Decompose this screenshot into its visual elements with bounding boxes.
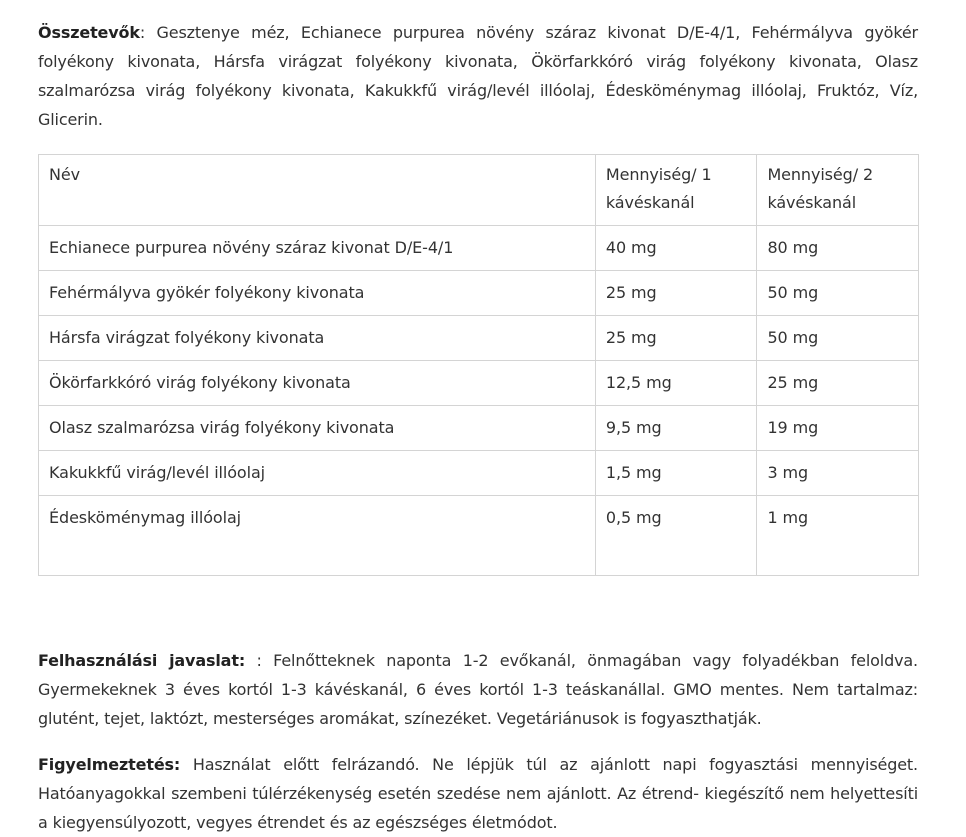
row-qty-1: 12,5 mg <box>595 361 757 406</box>
table-row <box>39 226 919 271</box>
row-qty-2: 80 mg <box>757 226 919 271</box>
usage-text: : Felnőtteknek naponta 1-2 evőkanál, önmagában vagy folyadékban feloldva. Gyermekeknek 3 éves kortól 1-3 kávéskanál, 6 éves kortól 1-3 teáskanállal. GMO mentes. Nem tartalmaz: glutént, tejet, laktózt, mesterséges aromákat, színezéket. Vegetáriánusok is fogyaszthatják. <box>38 651 918 728</box>
table-row <box>39 271 919 316</box>
ingredients-table <box>38 154 919 576</box>
ingredients-paragraph <box>38 18 918 130</box>
product-description <box>38 18 918 837</box>
table-row <box>39 496 919 576</box>
row-qty-2: 3 mg <box>757 451 919 496</box>
row-name: Édesköménymag illóolaj <box>39 496 596 576</box>
warning-label: Figyelmeztetés: <box>38 755 181 774</box>
row-name: Kakukkfű virág/levél illóolaj <box>39 451 596 496</box>
table-row <box>39 361 919 406</box>
row-qty-2: 19 mg <box>757 406 919 451</box>
row-name: Olasz szalmarózsa virág folyékony kivonata <box>39 406 596 451</box>
usage-label: Felhasználási javaslat: <box>38 651 246 670</box>
row-name: Ökörfarkkóró virág folyékony kivonata <box>39 361 596 406</box>
ingredients-label: Összetevők <box>38 23 140 42</box>
table-row <box>39 406 919 451</box>
row-name: Fehérmályva gyökér folyékony kivonata <box>39 271 596 316</box>
row-qty-1: 25 mg <box>595 271 757 316</box>
warning-paragraph <box>38 750 918 837</box>
header-qty-1-teaspoon: Mennyiség/ 1 kávéskanál <box>595 155 757 226</box>
table-row <box>39 316 919 361</box>
row-qty-1: 40 mg <box>595 226 757 271</box>
row-qty-1: 25 mg <box>595 316 757 361</box>
row-name: Echianece purpurea növény száraz kivonat D/E-4/1 <box>39 226 596 271</box>
ingredients-text: : Gesztenye méz, Echianece purpurea növény száraz kivonat D/E-4/1, Fehérmályva gyökér folyékony kivonata, Hársfa virágzat folyékony kivonata, Ökörfarkkóró virág folyékony kivonata, Olasz szalmarózsa virág folyékony kivonata, Kakukkfű virág/levél illóolaj, Édesköménymag illóolaj, Fruktóz, Víz, Glicerin. <box>38 23 918 129</box>
row-qty-1: 1,5 mg <box>595 451 757 496</box>
row-qty-2: 50 mg <box>757 271 919 316</box>
row-qty-2: 50 mg <box>757 316 919 361</box>
table-row <box>39 451 919 496</box>
header-qty-2-teaspoon: Mennyiség/ 2 kávéskanál <box>757 155 919 226</box>
header-name: Név <box>39 155 596 226</box>
usage-paragraph <box>38 646 918 733</box>
row-name: Hársfa virágzat folyékony kivonata <box>39 316 596 361</box>
row-qty-1: 0,5 mg <box>595 496 757 576</box>
table-header-row <box>39 155 919 226</box>
row-qty-2: 1 mg <box>757 496 919 576</box>
row-qty-1: 9,5 mg <box>595 406 757 451</box>
warning-text: Használat előtt felrázandó. Ne lépjük túl az ajánlott napi fogyasztási mennyiséget. Hatóanyagokkal szembeni túlérzékenység esetén szedése nem ajánlott. Az étrend- kiegészítő nem helyettesíti a kiegyensúlyozott, vegyes étrendet és az egészséges életmódot. <box>38 755 918 832</box>
row-qty-2: 25 mg <box>757 361 919 406</box>
